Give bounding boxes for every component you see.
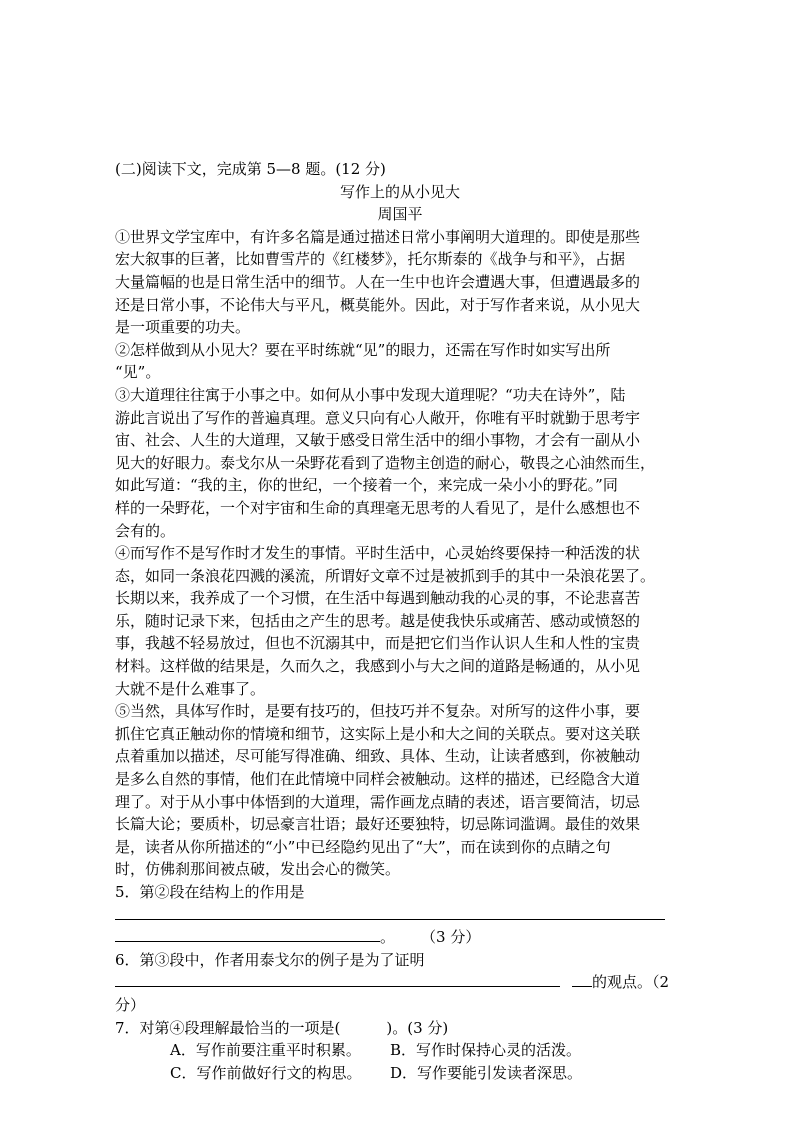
question-7-prompt-end: )。(3 分) bbox=[386, 1018, 449, 1037]
text-line: 样的一朵野花，一个对宇宙和生命的真理毫无思考的人看见了，是什么感想也不 bbox=[115, 498, 641, 517]
question-5-prompt: 5．第②段在结构上的作用是 bbox=[115, 883, 305, 901]
question-7-options-row-2 bbox=[115, 1062, 685, 1085]
option-c[interactable]: C．写作前做好行文的构思。 bbox=[170, 1063, 362, 1082]
text-line: 材料。这样做的结果是，久而久之，我感到小与大之间的道路是畅通的，从小见 bbox=[115, 657, 641, 676]
article-title: 写作上的从小见大 bbox=[339, 182, 460, 201]
text-line: 时，仿佛刹那间被点破，发出会心的微笑。 bbox=[115, 860, 401, 879]
text-line: 长期以来，我养成了一个习惯，在生活中每遇到触动我的心灵的事，不论悲喜苦 bbox=[115, 589, 641, 608]
option-d[interactable]: D．写作要能引发读者深思。 bbox=[390, 1063, 583, 1082]
question-7-prompt bbox=[115, 1017, 685, 1040]
text-line: 如此写道：“我的主，你的世纪，一个接着一个，来完成一朵小小的野花。”同 bbox=[115, 476, 618, 495]
text-line: 理了。对于从小事中体悟到的大道理，需作画龙点睛的表述，语言要简洁，切忌 bbox=[115, 792, 641, 811]
text-line: 是一项重要的功夫。 bbox=[115, 318, 251, 337]
text-line: 大就不是什么难事了。 bbox=[115, 679, 266, 698]
paragraph-4 bbox=[115, 542, 685, 700]
question-6-blank-2[interactable] bbox=[572, 972, 592, 987]
text-line: 见大的好眼力。泰戈尔从一朵野花看到了造物主创造的耐心，敬畏之心油然而生， bbox=[115, 453, 656, 472]
text-line: ④而写作不是写作时才发生的事情。平时生活中，心灵始终要保持一种活泼的状 bbox=[115, 544, 641, 563]
paragraph-1 bbox=[115, 226, 685, 339]
text-line: 态，如同一条浪花四溅的溪流，所谓好文章不过是被抓到手的其中一朵浪花罢了。 bbox=[115, 566, 656, 585]
question-6-prompt: 6．第③段中，作者用泰戈尔的例子是为了证明 bbox=[115, 950, 425, 969]
question-5-answer-line-2 bbox=[115, 926, 685, 949]
text-line: 点着重加以描述，尽可能写得准确、细致、具体、生动，让读者感到，你被触动 bbox=[115, 747, 641, 766]
question-5-points: （3 分） bbox=[421, 928, 481, 947]
text-line: 抓住它真正触动你的情境和细节，这实际上是小和大之间的关联点。要对这关联 bbox=[115, 724, 641, 743]
question-6-suffix: 的观点。（2 bbox=[592, 973, 670, 992]
text-line: 宙、社会、人生的大道理，又敏于感受日常生活中的细小事物，才会有一副从小 bbox=[115, 431, 641, 450]
question-6-answer-line bbox=[115, 971, 685, 994]
paragraph-3 bbox=[115, 384, 685, 542]
question-6-points-tail: 分） bbox=[115, 995, 146, 1014]
option-b[interactable]: B．写作时保持心灵的活泼。 bbox=[390, 1041, 582, 1060]
text-line: 会有的。 bbox=[115, 521, 176, 540]
question-6-blank[interactable] bbox=[115, 972, 560, 987]
text-line: ①世界文学宝库中，有许多名篇是通过描述日常小事阐明大道理的。即使是那些 bbox=[115, 227, 641, 246]
text-line: 长篇大论；要质朴，切忌豪言壮语；最好还要独特，切忌陈词滥调。最佳的效果 bbox=[115, 815, 641, 834]
text-line: 是多么自然的事情，他们在此情境中同样会被触动。这样的描述，已经隐含大道 bbox=[115, 770, 641, 789]
text-line: ③大道理往往寓于小事之中。如何从小事中发现大道理呢？“功夫在诗外”，陆 bbox=[115, 385, 626, 404]
paragraph-2 bbox=[115, 339, 685, 384]
question-5-blank-2[interactable] bbox=[115, 927, 380, 942]
question-7-prompt-start: 7．对第④段理解最恰当的一项是( bbox=[115, 1018, 341, 1037]
text-line: 乐，随时记录下来，包括由之产生的思考。越是使我快乐或痛苦、感动或愤怒的 bbox=[115, 611, 641, 630]
question-5-blank-1[interactable] bbox=[115, 905, 665, 920]
question-5-answer-line-1 bbox=[115, 904, 685, 927]
section-heading: (二)阅读下文，完成第 5—8 题。(12 分) bbox=[115, 160, 386, 178]
paragraph-5 bbox=[115, 700, 685, 881]
text-line: 宏大叙事的巨著，比如曹雪芹的《红楼梦》，托尔斯泰的《战争与和平》，占据 bbox=[115, 250, 626, 269]
text-line: 是，读者从你所描述的“小”中已经隐约见出了“大”，而在读到你的点睛之句 bbox=[115, 837, 611, 856]
exam-page bbox=[115, 158, 685, 1084]
text-line: 大量篇幅的也是日常生活中的细节。人在一生中也许会遭遇大事，但遭遇最多的 bbox=[115, 272, 641, 291]
text-line: ②怎样做到从小见大？要在平时练就“见”的眼力，还需在写作时如实写出所 bbox=[115, 340, 611, 359]
text-line: 游此言说出了写作的普遍真理。意义只向有心人敞开，你唯有平时就勤于思考宇 bbox=[115, 408, 641, 427]
question-5-end: 。 bbox=[380, 928, 396, 947]
text-line: 还是日常小事，不论伟大与平凡，概莫能外。因此，对于写作者来说，从小见大 bbox=[115, 295, 641, 314]
option-a[interactable]: A．写作前要注重平时积累。 bbox=[170, 1041, 361, 1060]
text-line: 事，我越不轻易放过，但也不沉溺其中，而是把它们当作认识人生和人性的宝贵 bbox=[115, 634, 641, 653]
text-line: “见”。 bbox=[115, 363, 161, 382]
text-line: ⑤当然，具体写作时，是要有技巧的，但技巧并不复杂。对所写的这件小事，要 bbox=[115, 702, 641, 721]
question-7-options-row-1 bbox=[115, 1039, 685, 1062]
article-author: 周国平 bbox=[377, 205, 423, 224]
